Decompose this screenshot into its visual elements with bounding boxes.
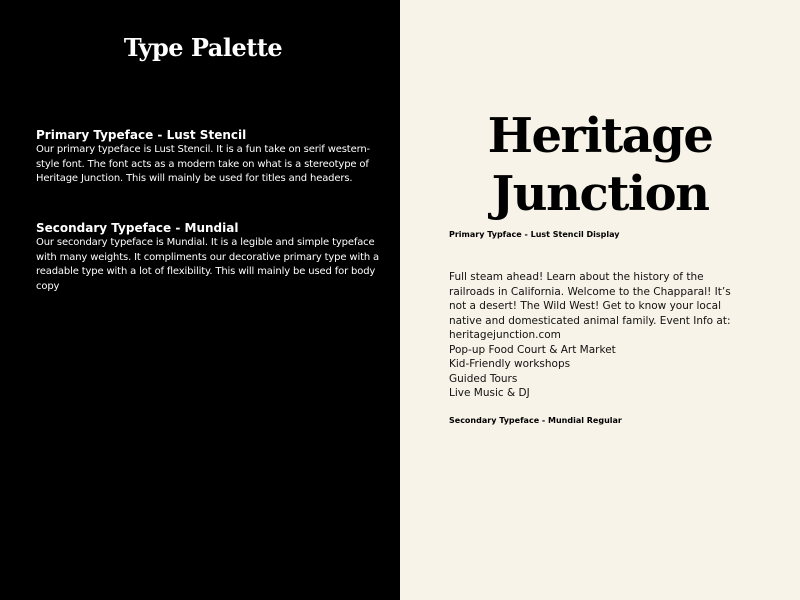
event-list: [449, 343, 749, 401]
display-title-line-1: Heritage: [487, 108, 713, 164]
body-copy-sample: [449, 270, 749, 401]
primary-typeface-description: Our primary typeface is Lust Stencil. It is a fun take on serif western-style font. The font acts as a modern take on what is a stereotype of Heritage Junction. This will mainly be used for titles and headers.: [36, 144, 371, 184]
event-list-item: Live Music & DJ: [449, 387, 530, 399]
type-palette-title: Type Palette: [123, 33, 283, 62]
secondary-typeface-section: [36, 220, 381, 294]
secondary-typeface-heading: Secondary Typeface - Mundial: [36, 221, 239, 235]
primary-typeface-caption: Primary Typface - Lust Stencil Display: [449, 230, 620, 239]
event-list-item: Guided Tours: [449, 372, 518, 385]
display-title-line-2: Junction: [491, 166, 709, 222]
primary-typeface-heading: Primary Typeface - Lust Stencil: [36, 128, 247, 142]
secondary-typeface-caption: Secondary Typeface - Mundial Regular: [449, 416, 622, 425]
sample-paragraph: Full steam ahead! Learn about the history of the railroads in California. Welcome to the Chapparal! It’s not a desert! The Wild West! Get to know your local native and domesticated animal family. Event Info at: heritagejunction.com: [449, 271, 731, 341]
primary-typeface-section: [36, 127, 381, 187]
secondary-typeface-description: Our secondary typeface is Mundial. It is a legible and simple typeface with many weights. It compliments our decorative primary type with a readable type with a lot of flexibility. This will mainly be used for body copy: [36, 237, 380, 292]
event-list-item: Pop-up Food Court & Art Market: [449, 343, 616, 356]
event-list-item: Kid-Friendly workshops: [449, 358, 571, 370]
